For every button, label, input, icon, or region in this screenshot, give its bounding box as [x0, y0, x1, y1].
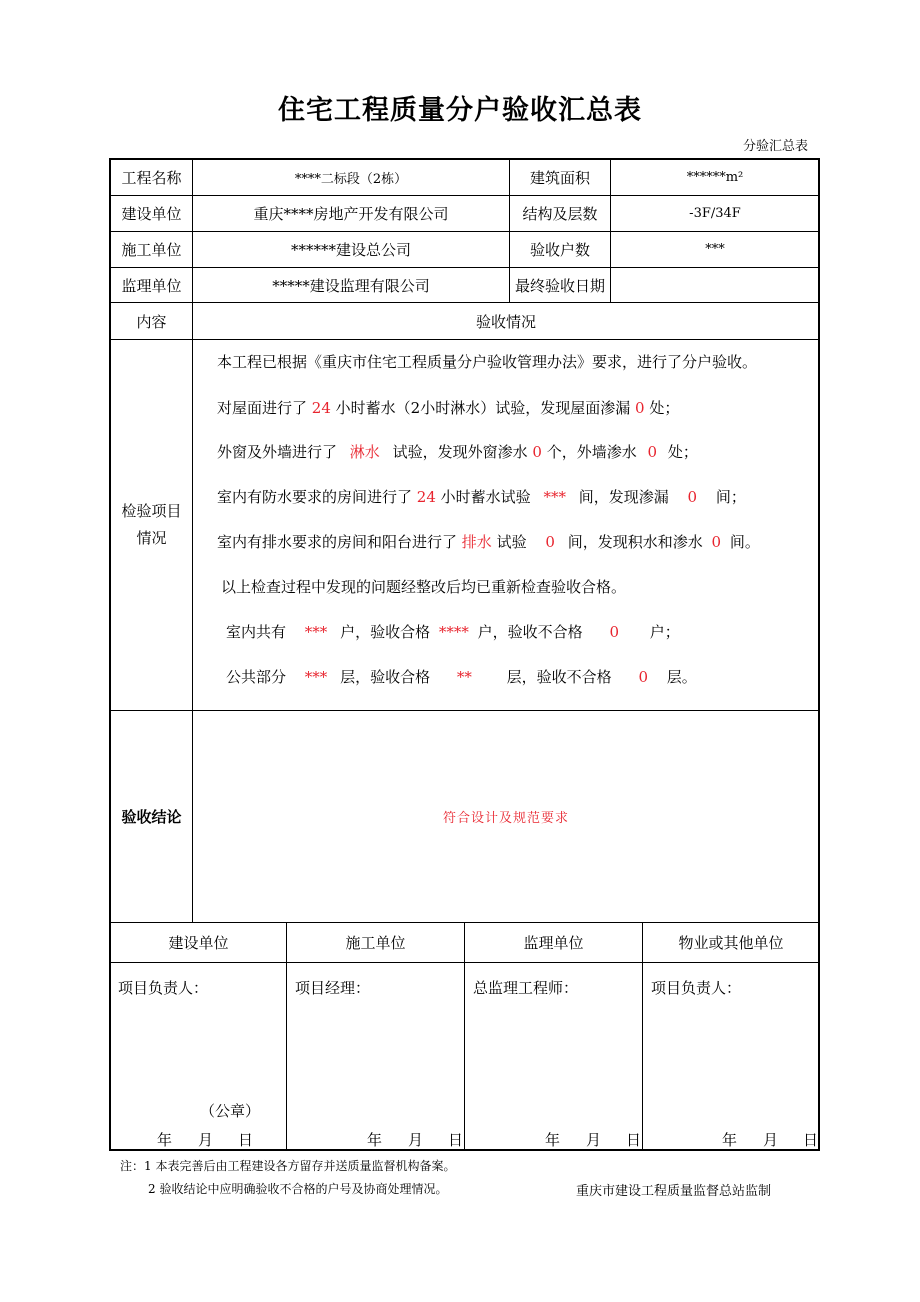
roof-leak-count: 0: [635, 399, 645, 417]
inspection-label: [111, 340, 192, 710]
floor-pass: **: [456, 668, 472, 686]
structure-label: 结构及层数: [522, 205, 598, 223]
page-title: 住宅工程质量分户验收汇总表: [278, 95, 642, 126]
area-label: 建筑面积: [529, 169, 590, 187]
inspection-text: 处；: [667, 443, 698, 461]
inspection-text: 室内有防水要求的房间进行了: [217, 488, 413, 506]
inspection-text: 室内共有: [226, 623, 287, 641]
sign-header-property: 物业或其他单位: [678, 934, 784, 952]
inspection-p3: [217, 441, 698, 462]
roof-test-hours: 24: [311, 399, 331, 417]
table-rule: [110, 339, 819, 340]
note-issuer: 重庆市建设工程质量监督总站监制: [576, 1184, 772, 1199]
sign-header-contractor: 施工单位: [345, 934, 406, 952]
structure-value: -3F/34F: [689, 206, 741, 221]
date-day: 日: [238, 1131, 254, 1149]
date-month: 月: [586, 1131, 602, 1149]
sign-role-builder: 项目负责人：: [118, 979, 209, 997]
sign-role-property: 项目负责人：: [651, 979, 742, 997]
supervisor-label: 监理单位: [121, 276, 182, 295]
inspection-text: 间，发现积水和渗水: [567, 533, 703, 551]
inspection-p1-text: 本工程已根据《重庆市住宅工程质量分户验收管理办法》要求，进行了分户验收。: [217, 353, 758, 371]
seal-label: （公章）: [200, 1102, 261, 1120]
inspection-text: 层。: [666, 668, 697, 686]
inspection-text: 试验: [496, 533, 527, 551]
inspection-text: 试验，发现外窗渗水: [392, 443, 528, 461]
inspection-text: 小时蓄水试验: [440, 488, 531, 506]
inspection-text: 公共部分: [226, 668, 287, 686]
room-test-hours: 24: [416, 488, 436, 506]
inspection-text: 对屋面进行了: [217, 399, 308, 417]
inspection-p6: [221, 576, 626, 597]
window-test-type: 淋水: [349, 443, 380, 461]
inspection-text: 户；: [649, 623, 680, 641]
date-day: 日: [626, 1131, 642, 1149]
inspection-p4: [217, 486, 746, 507]
inspection-p8: [226, 666, 697, 687]
inspection-text: 个，外墙渗水: [546, 443, 637, 461]
date-year: 年: [367, 1131, 383, 1149]
floor-total: ***: [304, 668, 328, 686]
wall-leak-count: 0: [647, 443, 658, 461]
inspection-text: 间。: [729, 533, 760, 551]
floor-fail: 0: [638, 668, 648, 686]
inspection-label-line2: 情况: [136, 529, 167, 547]
builder-value: 重庆****房地产开发有限公司: [253, 205, 449, 223]
project-name-value: ****二标段（2栋）: [294, 172, 408, 187]
room-leak-count: 0: [687, 488, 698, 506]
inspection-text: 间；: [715, 488, 746, 506]
household-total: ***: [304, 623, 328, 641]
households-value: ***: [705, 242, 725, 257]
inspection-text: 间，发现渗漏: [578, 488, 669, 506]
inspection-text: 以上检查过程中发现的问题经整改后均已重新检查验收合格。: [221, 578, 627, 596]
sign-header-supervisor: 监理单位: [523, 934, 584, 952]
area-value: ******m²: [686, 170, 744, 185]
note-line-2: 2 验收结论中应明确验收不合格的户号及协商处理情况。: [148, 1182, 448, 1196]
drain-test-count: 0: [545, 533, 555, 551]
acceptance-header: 验收情况: [475, 312, 536, 331]
form-code: 分验汇总表: [742, 139, 808, 154]
window-leak-count: 0: [532, 443, 542, 461]
inspection-text: 户，验收不合格: [477, 623, 583, 641]
inspection-p2: [217, 397, 679, 418]
household-fail: 0: [609, 623, 619, 641]
final-date-label: 最终验收日期: [514, 276, 605, 295]
project-name-label: 工程名称: [121, 169, 182, 187]
final-date-value[interactable]: [611, 268, 819, 302]
sign-header-builder: 建设单位: [168, 934, 229, 952]
date-day: 日: [448, 1131, 464, 1149]
contractor-value: ******建设总公司: [290, 241, 411, 259]
households-label: 验收户数: [529, 241, 590, 259]
inspection-label-line1: 检验项目: [121, 502, 182, 520]
drain-leak-count: 0: [711, 533, 722, 551]
inspection-text: 户，验收合格: [340, 623, 431, 641]
note-line-1: 注：1 本表完善后由工程建设各方留存并送质量监督机构备案。: [120, 1159, 456, 1173]
inspection-text: 层，验收合格: [340, 668, 431, 686]
inspection-p7: [226, 621, 680, 642]
date-month: 月: [408, 1131, 424, 1149]
contractor-label: 施工单位: [121, 241, 182, 259]
builder-label: 建设单位: [121, 205, 182, 223]
inspection-text: 室内有排水要求的房间和阳台进行了: [217, 533, 458, 551]
inspection-text: 外窗及外墙进行了: [217, 443, 338, 461]
conclusion-label: 验收结论: [121, 808, 182, 826]
date-year: 年: [157, 1131, 173, 1149]
date-year: 年: [545, 1131, 561, 1149]
content-header: 内容: [136, 312, 167, 331]
date-year: 年: [722, 1131, 738, 1149]
date-day: 日: [803, 1131, 819, 1149]
date-month: 月: [198, 1131, 214, 1149]
inspection-p5: [217, 531, 760, 552]
inspection-text: 层，验收不合格: [506, 668, 612, 686]
household-pass: ****: [438, 623, 469, 641]
drain-test-type: 排水: [461, 533, 492, 551]
inspection-text: 处；: [649, 399, 680, 417]
conclusion-text: 符合设计及规范要求: [442, 811, 569, 826]
supervisor-value: *****建设监理有限公司: [272, 276, 430, 295]
sign-role-contractor: 项目经理：: [295, 979, 371, 997]
room-test-count: ***: [543, 488, 566, 506]
inspection-p1: [217, 351, 757, 372]
inspection-text: 小时蓄水（2小时淋水）试验，发现屋面渗漏: [335, 399, 631, 417]
date-month: 月: [763, 1131, 779, 1149]
sign-role-supervisor: 总监理工程师：: [473, 979, 579, 997]
